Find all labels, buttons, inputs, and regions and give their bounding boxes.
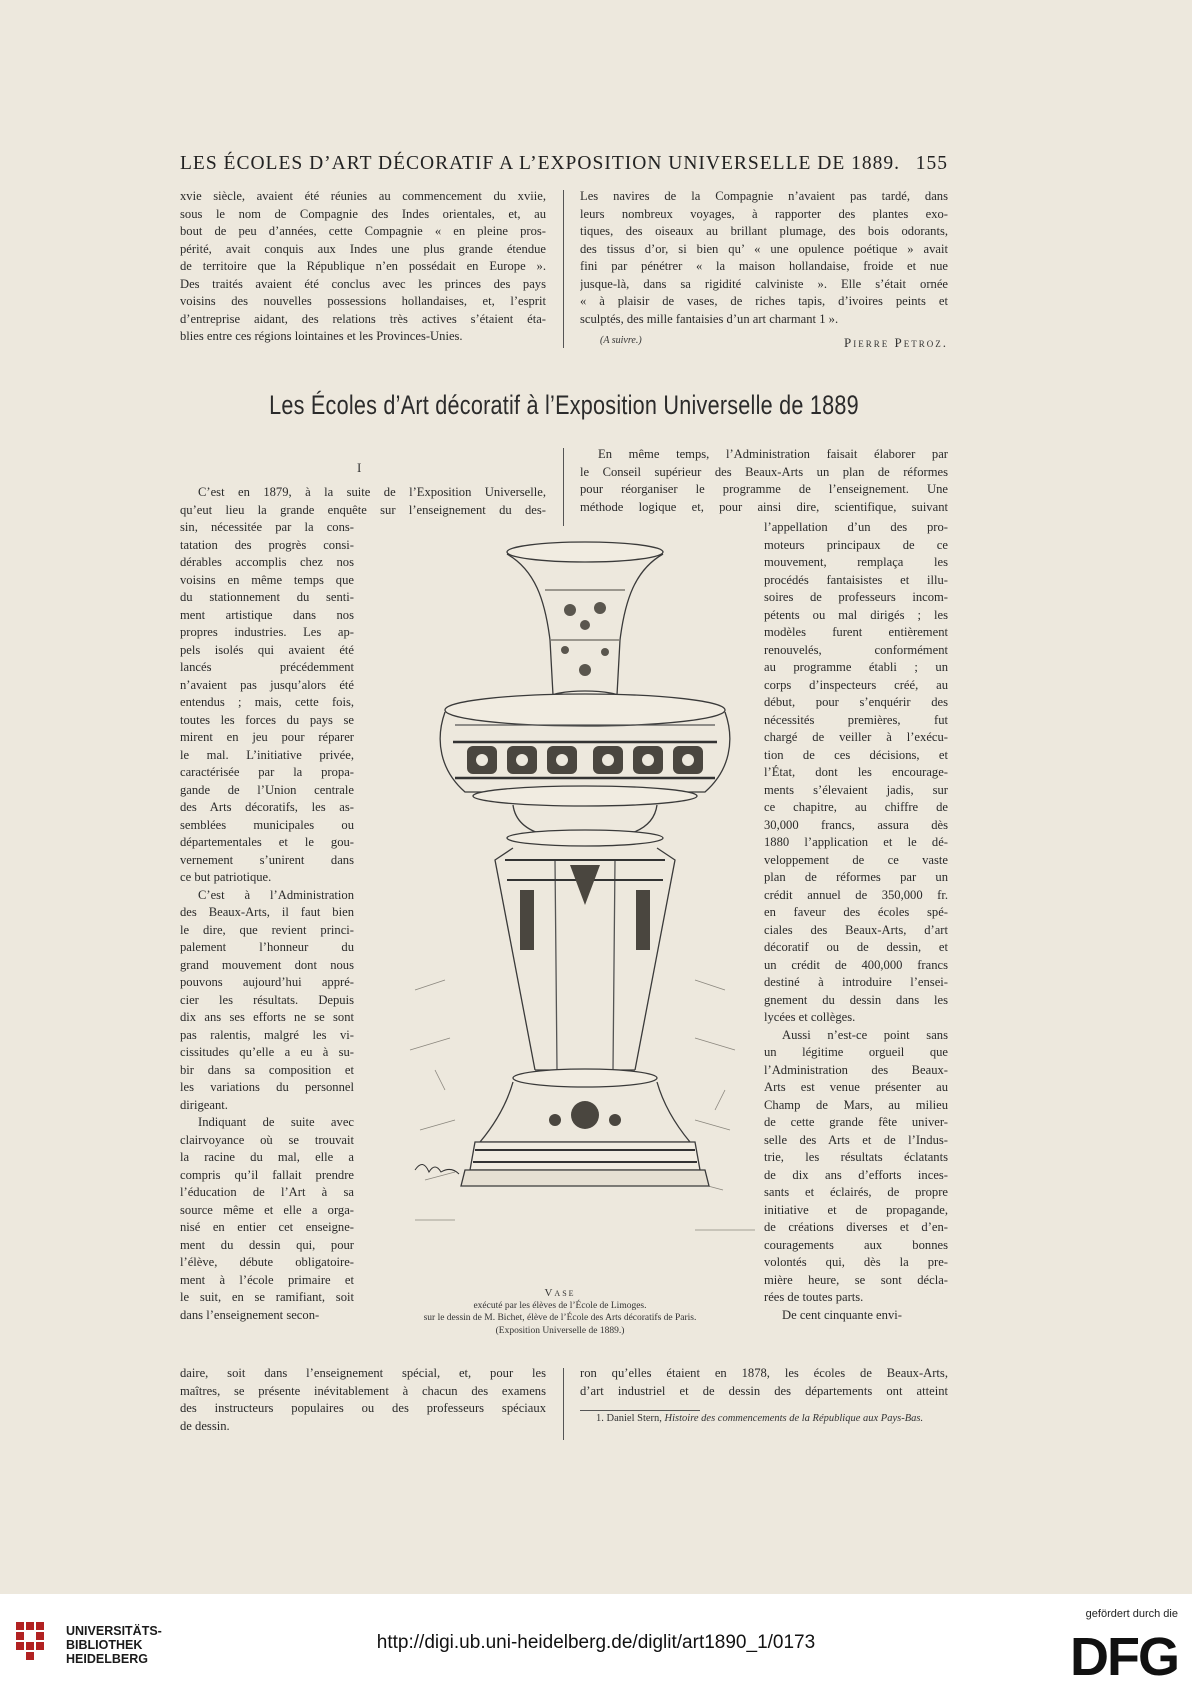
text-line: en faveur des écoles spé-: [764, 905, 948, 919]
column-divider: [563, 1368, 564, 1440]
text-line: chargé de veiller à l’exécu-: [764, 730, 948, 744]
text-line: selle des Arts et de l’Indus-: [764, 1132, 948, 1147]
text-line: Champ de Mars, au milieu: [764, 1097, 948, 1112]
text-line: Les navires de la Compagnie n’avaient pas tardé, dans: [580, 189, 948, 203]
text-line: lycées et collèges.: [764, 1010, 856, 1024]
text-line: mirent en jeu pour réparer: [180, 730, 354, 744]
text-line: des tissus d’or, si bien qu’ « une opulence poétique » avait: [580, 241, 948, 256]
footnote-number: 1.: [596, 1413, 604, 1424]
text-line: blies entre ces régions lointaines et les Provinces-Unies.: [180, 329, 463, 343]
text-line: bir dans sa composition et: [180, 1062, 354, 1077]
text-line: trie, les résultats éclatants: [764, 1150, 948, 1164]
library-name-line: BIBLIOTHEK: [66, 1638, 143, 1652]
footnote-author: Daniel Stern,: [606, 1413, 662, 1424]
text-line: l’Administration des Beaux-: [764, 1062, 948, 1077]
text-line: dérables accomplis chez nos: [180, 555, 354, 569]
text-line: des Beaux-Arts, il faut bien: [180, 905, 354, 919]
text-line: de territoire que la République n’en possédait en Europe ».: [180, 259, 546, 273]
text-line: l’appellation d’un des pro-: [764, 520, 948, 534]
text-line: de dessin.: [180, 1418, 230, 1433]
article-title: Les Écoles d’Art décoratif à l’Exposition Universelle de 1889: [269, 390, 859, 420]
text-line: ments s’élevaient jadis, sur: [764, 782, 948, 797]
right-intro-lines: [580, 446, 948, 516]
text-line: voisins en même temps que: [180, 572, 354, 587]
text-line: 30,000 francs, assura dès: [764, 817, 948, 832]
text-line: rées de toutes parts.: [764, 1290, 864, 1304]
author-signature: Pierre Petroz.: [844, 335, 948, 350]
text-line: le dire, que revient princi-: [180, 922, 354, 937]
caption-line: sur le dessin de M. Bichet, élève de l’École des Arts décoratifs de Paris.: [423, 1313, 697, 1323]
text-line: « à plaisir de vases, de riches tapis, d’ivoires peints et: [580, 294, 948, 308]
text-line: gande de l’Union centrale: [180, 782, 354, 797]
top-left-column: [180, 188, 546, 346]
text-line: des Arts décoratifs, les as-: [180, 800, 354, 814]
text-line: des instructeurs populaires ou des professeurs spéciaux: [180, 1401, 546, 1415]
text-line: modèles furent entièrement: [764, 625, 948, 639]
left-intro-lines: [180, 484, 546, 519]
text-line: De cent cinquante envi-: [782, 1307, 902, 1322]
vase-engraving: [395, 530, 775, 1275]
text-line: destiné à introduire l’ensei-: [764, 975, 948, 989]
text-line: pas ralentis, malgré les vi-: [180, 1027, 354, 1042]
text-line: d’art industriel et de dessin des départements ont atteint: [580, 1383, 948, 1398]
text-line: du stationnement du senti-: [180, 590, 354, 604]
footnote-rule: [580, 1410, 700, 1411]
signoff: [580, 335, 948, 351]
text-line: d’entreprise aidant, des relations très actives s’étaient éta-: [180, 311, 546, 326]
text-line: qu’eut lieu la grande enquête sur l’enseignement du des-: [180, 502, 546, 517]
text-line: sin, nécessitée par la cons-: [180, 520, 354, 534]
column-divider: [563, 448, 564, 526]
text-line: crédit annuel de 350,000 fr.: [764, 887, 948, 902]
text-line: procédés fantaisistes et illu-: [764, 572, 948, 587]
text-line: C’est en 1879, à la suite de l’Exposition Universelle,: [198, 485, 546, 499]
text-line: tatation des progrès consi-: [180, 537, 354, 552]
text-line: leurs nombreux voyages, à rapporter des plantes exo-: [580, 206, 948, 221]
text-line: fini par pénétrer « la maison hollandaise, froide et nue: [580, 259, 948, 273]
text-line: source même et elle a orga-: [180, 1202, 354, 1217]
text-line: décoratif ou de dessin, et: [764, 940, 948, 954]
right-narrow-column: [764, 519, 948, 1324]
text-line: clairvoyance où se trouvait: [180, 1132, 354, 1147]
text-line: toutes les forces du pays se: [180, 712, 354, 727]
text-line: l’éducation de l’Art à sa: [180, 1185, 354, 1199]
text-line: dans l’enseignement secon-: [180, 1307, 320, 1322]
text-line: Des traités avaient été conclus avec les princes des pays: [180, 276, 546, 291]
text-line: début, pour s’enquérir des: [764, 695, 948, 709]
text-line: daire, soit dans l’enseignement spécial, et, pour les: [180, 1366, 546, 1380]
text-line: le suit, en se ramifiant, soit: [180, 1290, 354, 1304]
text-line: Indiquant de suite avec: [198, 1115, 354, 1129]
text-line: pouvons aujourd’hui appré-: [180, 975, 354, 989]
source-url[interactable]: http://digi.ub.uni-heidelberg.de/diglit/art1890_1/0173: [376, 1632, 816, 1653]
text-line: corps d’inspecteurs créé, au: [764, 677, 948, 692]
text-line: soires de professeurs incom-: [764, 590, 948, 604]
text-line: périté, avait conquis aux Indes une plus grande étendue: [180, 241, 546, 256]
figure-caption: [380, 1287, 740, 1337]
text-line: les variations du personnel: [180, 1080, 354, 1094]
text-line: palement l’honneur du: [180, 940, 354, 954]
text-line: ment artistique dans nos: [180, 607, 354, 622]
text-line: gnement du dessin dans les: [764, 992, 948, 1007]
text-line: cissitudes qu’elle a eu à su-: [180, 1045, 354, 1059]
text-line: cier les résultats. Depuis: [180, 992, 354, 1007]
text-line: de créations diverses et d’en-: [764, 1220, 948, 1234]
text-line: ron qu’elles étaient en 1878, les écoles de Beaux-Arts,: [580, 1366, 948, 1380]
text-line: 1880 l’application et le dé-: [764, 835, 948, 849]
text-line: jusque-là, dans sa rigidité calviniste ». Elle s’était ornée: [580, 276, 948, 291]
text-line: sous le nom de Compagnie des Indes orientales, et, au: [180, 206, 546, 221]
text-line: voisins des nouvelles possessions hollandaises, et, l’esprit: [180, 294, 546, 308]
right-bottom-lines: [580, 1365, 948, 1400]
text-line: ce but patriotique.: [180, 870, 272, 884]
text-line: dix ans ses efforts ne se sont: [180, 1010, 354, 1024]
text-line: propres industries. Les ap-: [180, 625, 354, 639]
digitization-footer: [0, 1594, 1192, 1698]
caption-line: exécuté par les élèves de l’École de Limoges.: [473, 1300, 647, 1311]
text-line: C’est à l’Administration: [198, 887, 354, 902]
text-line: départementales et le gou-: [180, 835, 354, 849]
text-line: ment du dessin qui, pour: [180, 1237, 354, 1252]
text-line: mouvement, remplaça les: [764, 555, 948, 569]
text-line: tiques, des oiseaux au brillant plumage, des bois odorants,: [580, 224, 948, 238]
text-line: Aussi n’est-ce point sans: [782, 1027, 948, 1042]
text-line: méthode logique et, pour ainsi dire, scientifique, suivant: [580, 499, 948, 514]
text-line: un crédit de 400,000 francs: [764, 957, 948, 972]
text-line: n’avaient pas jusqu’alors été: [180, 677, 354, 692]
text-line: plan de réformes par un: [764, 870, 948, 884]
text-line: ciales des Beaux-Arts, d’art: [764, 922, 948, 937]
text-line: maîtres, se présente inévitablement à chacun des examens: [180, 1383, 546, 1398]
text-line: ce chapitre, au chiffre de: [764, 800, 948, 814]
text-line: bout de peu d’années, cette Compagnie « en pleine pros-: [180, 224, 546, 238]
text-line: renouvelés, conformément: [764, 642, 948, 657]
text-line: En même temps, l’Administration faisait élaborer par: [598, 447, 948, 461]
library-name-line: UNIVERSITÄTS-: [66, 1624, 162, 1638]
left-bottom-lines: [180, 1365, 546, 1435]
text-line: sculptés, des mille fantaisies d’un art charmant 1 ».: [580, 311, 839, 326]
text-line: entendus ; mais, cette fois,: [180, 695, 354, 709]
running-head: [180, 153, 948, 179]
text-line: pétents ou mal dirigés ; les: [764, 607, 948, 622]
left-narrow-column: [180, 519, 354, 1324]
text-line: volontés qui, dès la pre-: [764, 1255, 948, 1269]
text-line: la racine du mal, elle a: [180, 1150, 354, 1164]
text-line: Arts est venue présenter au: [764, 1080, 948, 1094]
text-line: moteurs principaux de ce: [764, 537, 948, 552]
page-number: 155: [915, 153, 948, 174]
library-name-line: HEIDELBERG: [66, 1652, 148, 1666]
text-line: lancés précédemment: [180, 660, 354, 674]
caption-line: (Exposition Universelle de 1889.): [495, 1325, 625, 1336]
running-head-title: LES ÉCOLES D’ART DÉCORATIF A L’EXPOSITION UNIVERSELLE DE 1889.: [180, 153, 901, 174]
text-line: le Conseil supérieur des Beaux-Arts un plan de réformes: [580, 464, 948, 479]
funded-by: gefördert durch die: [1085, 1608, 1178, 1620]
footnote-work: Histoire des commencements de la République aux Pays-Bas.: [664, 1413, 924, 1424]
text-line: au programme établi ; un: [764, 660, 948, 674]
text-line: couragements aux bonnes: [764, 1237, 948, 1252]
top-right-column: [580, 188, 948, 328]
text-line: pour réorganiser le programme de l’enseignement. Une: [580, 482, 948, 496]
text-line: veloppement de ce vaste: [764, 852, 948, 867]
section-numeral: I: [357, 460, 362, 475]
text-line: mière heure, se sont décla-: [764, 1272, 948, 1287]
column-divider: [563, 190, 564, 348]
text-line: semblées municipales ou: [180, 817, 354, 832]
text-line: compris qu’il fallait prendre: [180, 1167, 354, 1182]
text-line: vernement s’unirent dans: [180, 852, 354, 867]
text-line: nécessités premières, fut: [764, 712, 948, 727]
to-be-continued: (A suivre.): [600, 335, 642, 346]
text-line: l’État, dont les encourage-: [764, 765, 948, 779]
text-line: le mal. L’initiative privée,: [180, 747, 354, 762]
text-line: un légitime orgueil que: [764, 1045, 948, 1059]
text-line: ment à l’école primaire et: [180, 1272, 354, 1287]
text-line: de cette grande fête univer-: [764, 1115, 948, 1129]
text-line: dirigeant.: [180, 1097, 228, 1112]
text-line: grand mouvement dont nous: [180, 957, 354, 972]
text-line: sants et éclairés, de propre: [764, 1185, 948, 1199]
text-line: initiative et de propagande,: [764, 1202, 948, 1217]
text-line: l’élève, débute obligatoire-: [180, 1255, 354, 1269]
footnote: [580, 1412, 948, 1426]
text-line: de dix ans d’efforts inces-: [764, 1167, 948, 1182]
text-line: pels isolés qui avaient été: [180, 642, 354, 657]
caption-title: Vase: [544, 1287, 576, 1299]
text-line: xvie siècle, avaient été réunies au commencement du xviie,: [180, 189, 546, 203]
text-line: caractérisée par la propa-: [180, 765, 354, 779]
dfg-logo: DFG: [1070, 1627, 1178, 1687]
text-line: nisé en entier cet enseigne-: [180, 1220, 354, 1234]
text-line: tion de ces décisions, et: [764, 747, 948, 762]
